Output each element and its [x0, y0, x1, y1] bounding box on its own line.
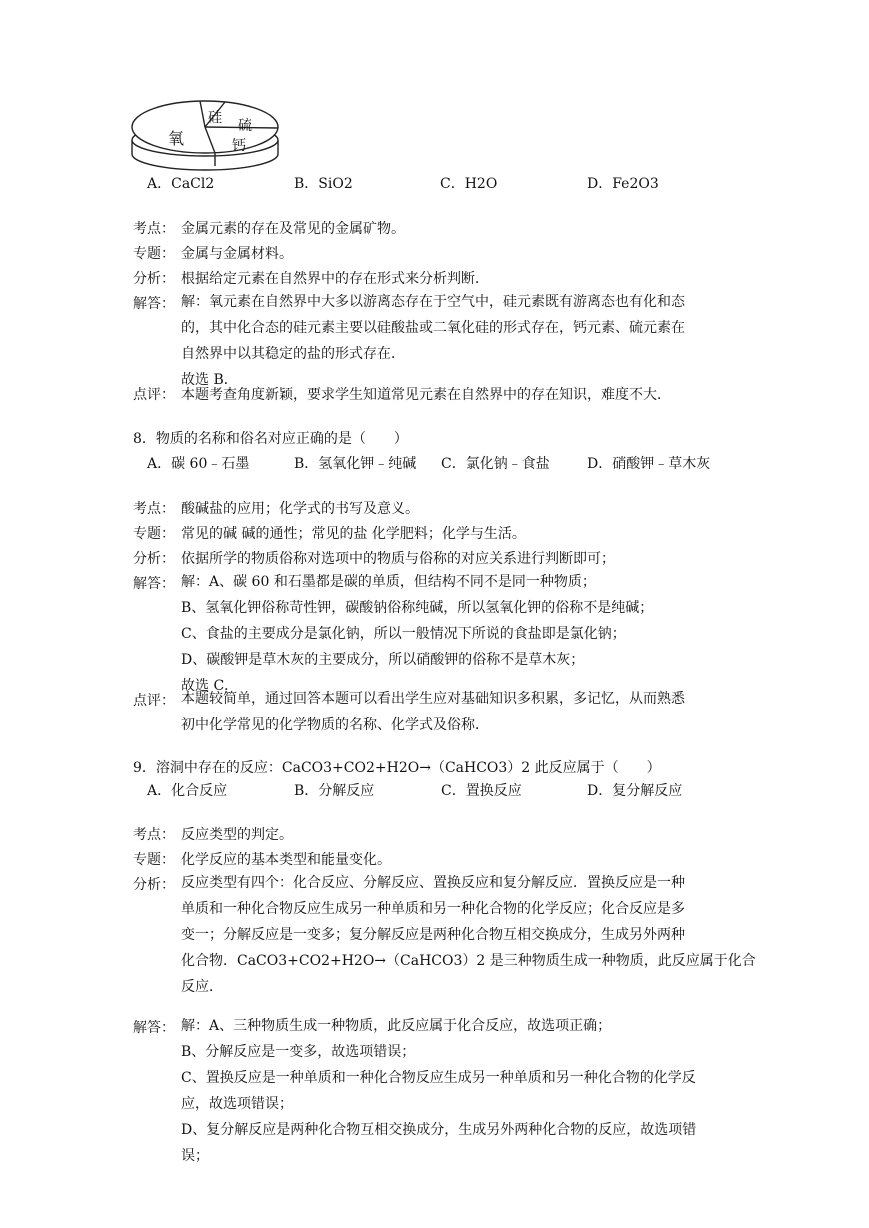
q8-jieda-line: 故选 C． — [181, 678, 239, 694]
q7-kaodian: 金属元素的存在及常见的金属矿物。 — [181, 221, 405, 237]
q7-option-a: A．CaCl2 — [147, 176, 215, 192]
q9-jieda-label: 解答： — [133, 1020, 175, 1036]
q8-jieda — [181, 569, 771, 699]
q9-fenxi-line: 化合物．CaCO3+CO2+H2O→（CaHCO3）2 是三种物质生成一种物质，此反应属于化合 — [181, 953, 756, 969]
q9-fenxi-label: 分析： — [133, 877, 175, 893]
q8-fenxi-label: 分析： — [133, 551, 175, 567]
q8-jieda-line: 解：A、碳 60 和石墨都是碳的单质，但结构不同不是同一种物质； — [181, 574, 596, 590]
q8-jieda-line: C、食盐的主要成分是氯化钠，所以一般情况下所说的食盐即是氯化钠； — [181, 626, 626, 642]
q8-dianping-line: 初中化学常见的化学物质的名称、化学式及俗称． — [181, 717, 489, 733]
q7-jieda-label: 解答： — [133, 296, 175, 312]
q8-jieda-label: 解答： — [133, 576, 175, 592]
q9-zhuanti: 化学反应的基本类型和能量变化。 — [181, 852, 391, 868]
q7-option-d: D．Fe2O3 — [587, 176, 659, 192]
q7-jieda-line: 解：氧元素在自然界中大多以游离态存在于空气中，硅元素既有游离态也有化和态 — [181, 294, 685, 310]
q8-option-d: D．硝酸钾﹣草木灰 — [587, 456, 711, 472]
q9-fenxi-line: 反应类型有四个：化合反应、分解反应、置换反应和复分解反应．置换反应是一种 — [181, 875, 685, 891]
pie-label-calcium: 钙 — [232, 138, 246, 154]
pie-label-silicon: 硅 — [208, 110, 222, 126]
q8-dianping-line: 本题较简单，通过回答本题可以看出学生应对基础知识多积累，多记忆，从而熟悉 — [181, 691, 685, 707]
q8-zhuanti: 常见的碱 碱的通性；常见的盐 化学肥料；化学与生活。 — [181, 526, 526, 542]
q8-jieda-line: B、氢氧化钾俗称苛性钾，碳酸钠俗称纯碱，所以氢氧化钾的俗称不是纯碱； — [181, 600, 654, 616]
q7-kaodian-label: 考点： — [133, 221, 175, 237]
pie-label-sulfur: 硫 — [238, 118, 252, 134]
q7-option-b: B．SiO2 — [294, 176, 353, 192]
q7-jieda — [181, 289, 771, 393]
q7-jieda-line: 的，其中化合态的硅元素主要以硅酸盐或二氧化硅的形式存在，钙元素、硫元素在 — [181, 320, 685, 336]
q9-fenxi — [181, 870, 771, 1000]
element-pie-diagram — [130, 100, 280, 172]
q9-jieda-line: 解：A、三种物质生成一种物质，此反应属于化合反应，故选项正确； — [181, 1018, 612, 1034]
q9-fenxi-line: 反应． — [181, 979, 223, 995]
q9-option-c: C．置换反应 — [441, 783, 522, 799]
q9-jieda-line: C、置换反应是一种单质和一种化合物反应生成另一种单质和另一种化合物的化学反 — [181, 1070, 696, 1086]
q8-fenxi: 依据所学的物质俗称对选项中的物质与俗称的对应关系进行判断即可； — [181, 551, 615, 567]
q7-dianping: 本题考查角度新颖，要求学生知道常见元素在自然界中的存在知识，难度不大． — [181, 387, 671, 403]
q9-jieda — [181, 1013, 771, 1169]
q9-question: 9．溶洞中存在的反应：CaCO3+CO2+H2O→（CaHCO3）2 此反应属于（ ） — [133, 760, 661, 776]
q9-zhuanti-label: 专题： — [133, 852, 175, 868]
q8-question: 8．物质的名称和俗名对应正确的是（ ） — [133, 431, 408, 447]
q7-option-c: C．H2O — [440, 176, 498, 192]
q8-option-b: B．氢氧化钾﹣纯碱 — [294, 456, 417, 472]
pie-label-oxygen: 氧 — [168, 129, 185, 148]
q9-jieda-line: 误； — [181, 1148, 209, 1164]
q9-jieda-line: 应，故选项错误； — [181, 1096, 293, 1112]
q7-fenxi-label: 分析： — [133, 271, 175, 287]
q8-zhuanti-label: 专题： — [133, 526, 175, 542]
q9-option-b: B．分解反应 — [294, 783, 375, 799]
q8-option-c: C．氯化钠﹣食盐 — [441, 456, 550, 472]
q9-jieda-line: B、分解反应是一变多，故选项错误； — [181, 1044, 416, 1060]
q7-zhuanti: 金属与金属材料。 — [181, 246, 293, 262]
q8-jieda-line: D、碳酸钾是草木灰的主要成分，所以硝酸钾的俗称不是草木灰； — [181, 652, 585, 668]
q9-fenxi-line: 单质和一种化合物反应生成另一种单质和另一种化合物的化学反应；化合反应是多 — [181, 901, 685, 917]
q7-jieda-line: 自然界中以其稳定的盐的形式存在． — [181, 346, 405, 362]
q7-dianping-label: 点评： — [133, 387, 175, 403]
q8-kaodian-label: 考点： — [133, 501, 175, 517]
q8-dianping — [181, 686, 771, 738]
q8-option-a: A．碳 60﹣石墨 — [147, 456, 250, 472]
q9-jieda-line: D、复分解反应是两种化合物互相交换成分，生成另外两种化合物的反应，故选项错 — [181, 1122, 697, 1138]
q8-kaodian: 酸碱盐的应用；化学式的书写及意义。 — [181, 501, 419, 517]
q9-option-a: A．化合反应 — [147, 783, 228, 799]
q8-dianping-label: 点评： — [133, 693, 175, 709]
q9-kaodian: 反应类型的判定。 — [181, 827, 293, 843]
q9-option-d: D．复分解反应 — [587, 783, 683, 799]
q9-kaodian-label: 考点： — [133, 827, 175, 843]
q7-zhuanti-label: 专题： — [133, 246, 175, 262]
q9-fenxi-line: 变一；分解反应是一变多；复分解反应是两种化合物互相交换成分，生成另外两种 — [181, 927, 685, 943]
q7-jieda-line: 故选 B． — [181, 372, 238, 388]
q7-fenxi: 根据给定元素在自然界中的存在形式来分析判断． — [181, 271, 489, 287]
